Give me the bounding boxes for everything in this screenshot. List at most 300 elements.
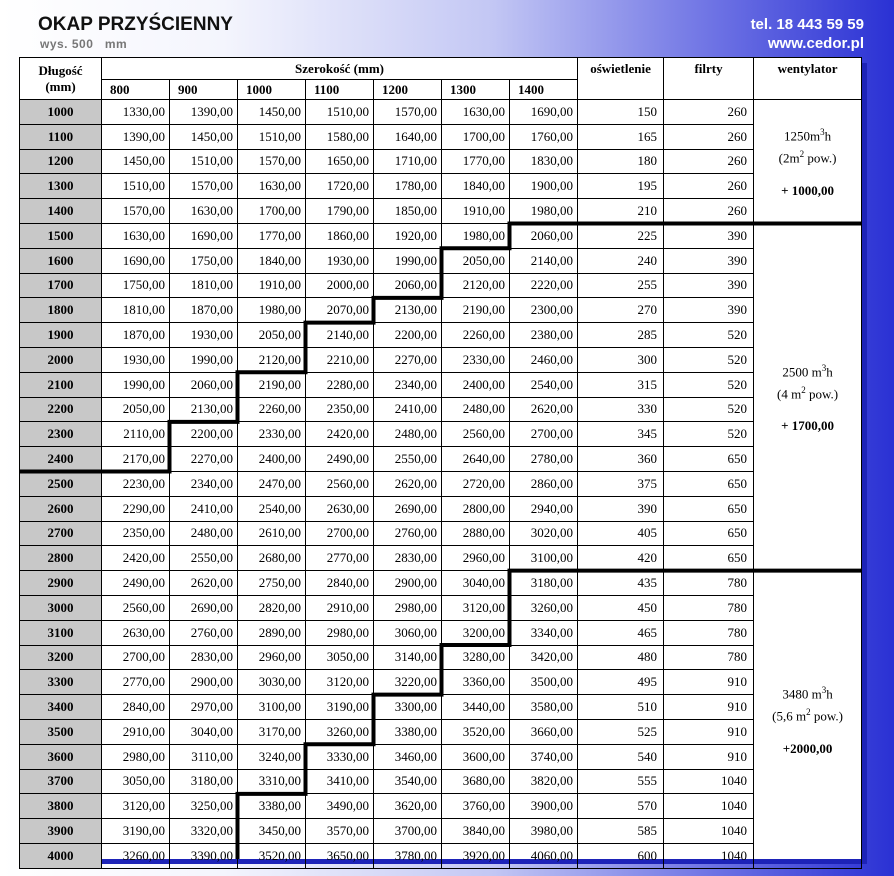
lighting-cell: 525 [578,719,664,744]
length-header [20,58,102,100]
price-cell: 3050,00 [306,645,374,670]
price-cell: 1750,00 [102,273,170,298]
price-cell: 2070,00 [306,298,374,323]
price-cell: 2960,00 [238,645,306,670]
price-cell: 2560,00 [442,422,510,447]
price-cell: 3240,00 [238,744,306,769]
price-cell: 3440,00 [442,695,510,720]
lighting-cell: 360 [578,447,664,472]
table-row [20,149,862,174]
price-cell: 1700,00 [238,199,306,224]
price-cell: 3250,00 [170,794,238,819]
price-cell: 2910,00 [306,595,374,620]
price-cell: 3450,00 [238,819,306,844]
filters-cell: 260 [664,199,754,224]
price-cell: 1910,00 [442,199,510,224]
lighting-cell: 210 [578,199,664,224]
price-cell: 2690,00 [170,595,238,620]
price-cell: 2860,00 [510,471,578,496]
filters-cell: 1040 [664,843,754,868]
length-cell: 3400 [20,695,102,720]
filters-cell: 910 [664,719,754,744]
table-row [20,571,862,596]
table-row [20,199,862,224]
length-cell: 1500 [20,223,102,248]
table-row [20,819,862,844]
price-cell: 3120,00 [102,794,170,819]
lighting-cell: 390 [578,496,664,521]
lighting-cell: 270 [578,298,664,323]
price-cell: 3390,00 [170,843,238,868]
price-cell: 2140,00 [510,248,578,273]
lighting-cell: 300 [578,347,664,372]
price-cell: 2200,00 [170,422,238,447]
width-header-800: 800 [102,80,170,100]
price-cell: 2190,00 [442,298,510,323]
width-header-1100: 1100 [306,80,374,100]
price-cell: 2620,00 [170,571,238,596]
table-row [20,174,862,199]
price-cell: 1980,00 [238,298,306,323]
fan-area: (4 $m^2$ pow.) [776,385,839,402]
price-cell: 1450,00 [238,100,306,125]
price-cell: 1630,00 [102,223,170,248]
length-cell: 2600 [20,496,102,521]
price-cell: 3900,00 [510,794,578,819]
price-cell: 1930,00 [102,347,170,372]
price-cell: 2400,00 [238,447,306,472]
price-cell: 1980,00 [442,223,510,248]
price-cell: 1770,00 [442,149,510,174]
price-cell: 1570,00 [238,149,306,174]
price-cell: 2890,00 [238,620,306,645]
length-cell: 3500 [20,719,102,744]
lighting-cell: 330 [578,397,664,422]
price-cell: 3410,00 [306,769,374,794]
filters-cell: 910 [664,670,754,695]
table-row [20,248,862,273]
price-cell: 2120,00 [238,347,306,372]
length-cell: 1800 [20,298,102,323]
price-cell: 1870,00 [170,298,238,323]
price-cell: 1510,00 [238,124,306,149]
price-cell: 1810,00 [102,298,170,323]
price-cell: 1570,00 [374,100,442,125]
price-cell: 2560,00 [102,595,170,620]
price-cell: 3260,00 [306,719,374,744]
price-cell: 2270,00 [170,447,238,472]
price-cell: 3570,00 [306,819,374,844]
lighting-cell: 510 [578,695,664,720]
price-cell: 2800,00 [442,496,510,521]
length-cell: 2500 [20,471,102,496]
price-cell: 2980,00 [374,595,442,620]
price-cell: 2770,00 [102,670,170,695]
lighting-cell: 315 [578,372,664,397]
price-cell: 3220,00 [374,670,442,695]
fan-surcharge: +2000,00 [782,740,833,756]
price-cell: 2050,00 [102,397,170,422]
length-cell: 3200 [20,645,102,670]
price-cell: 1710,00 [374,149,442,174]
price-cell: 2900,00 [374,571,442,596]
price-cell: 3140,00 [374,645,442,670]
length-cell: 3000 [20,595,102,620]
filters-cell: 650 [664,496,754,521]
price-cell: 2130,00 [170,397,238,422]
table-row [20,223,862,248]
price-cell: 2380,00 [510,323,578,348]
length-cell: 2200 [20,397,102,422]
fan-area: ($2m^2$ pow.) [778,149,837,166]
price-cell: 1850,00 [374,199,442,224]
price-cell: 2050,00 [442,248,510,273]
length-cell: 1100 [20,124,102,149]
price-cell: 3310,00 [238,769,306,794]
lighting-cell: 480 [578,645,664,670]
price-cell: 2980,00 [306,620,374,645]
table-row [20,100,862,125]
filters-cell: 390 [664,248,754,273]
price-cell: 1630,00 [442,100,510,125]
price-cell: 2410,00 [374,397,442,422]
price-cell: 3040,00 [442,571,510,596]
price-cell: 1980,00 [510,199,578,224]
price-cell: 3320,00 [170,819,238,844]
price-cell: 3330,00 [306,744,374,769]
table-row [20,620,862,645]
price-cell: 3050,00 [102,769,170,794]
price-cell: 2700,00 [306,521,374,546]
price-cell: 2560,00 [306,471,374,496]
price-cell: 1630,00 [170,199,238,224]
table-row [20,347,862,372]
price-cell: 3740,00 [510,744,578,769]
width-group-header: Szerokość (mm) [102,58,578,80]
lighting-cell: 165 [578,124,664,149]
price-cell: 2270,00 [374,347,442,372]
price-cell: 3110,00 [170,744,238,769]
price-cell: 3520,00 [442,719,510,744]
price-cell: 3650,00 [306,843,374,868]
height-subtitle: wys. 500 mm [40,37,128,51]
price-cell: 1760,00 [510,124,578,149]
lighting-cell: 555 [578,769,664,794]
price-cell: 3200,00 [442,620,510,645]
price-cell: 1580,00 [306,124,374,149]
length-cell: 2400 [20,447,102,472]
table-row [20,645,862,670]
price-cell: 2460,00 [510,347,578,372]
filters-cell: 520 [664,372,754,397]
price-cell: 2820,00 [238,595,306,620]
length-cell: 2900 [20,571,102,596]
price-cell: 3180,00 [170,769,238,794]
fan-airflow: 3480 $m^3h$ [782,685,833,702]
price-cell: 3620,00 [374,794,442,819]
price-cell: 2340,00 [170,471,238,496]
price-cell: 3660,00 [510,719,578,744]
price-cell: 1990,00 [102,372,170,397]
price-cell: 1930,00 [306,248,374,273]
length-cell: 2000 [20,347,102,372]
lighting-cell: 420 [578,546,664,571]
table-row [20,447,862,472]
price-cell: 2720,00 [442,471,510,496]
width-header-1300: 1300 [442,80,510,100]
price-cell: 1450,00 [170,124,238,149]
price-cell: 2630,00 [102,620,170,645]
price-cell: 2780,00 [510,447,578,472]
price-cell: 2960,00 [442,546,510,571]
price-cell: 1790,00 [306,199,374,224]
filters-cell: 910 [664,695,754,720]
filters-cell: 780 [664,595,754,620]
table-row [20,298,862,323]
price-cell: 3100,00 [238,695,306,720]
price-cell: 1330,00 [102,100,170,125]
fan-airflow: 2500 $m^3h$ [782,362,833,380]
website-link[interactable]: www.cedor.pl [767,35,864,52]
price-cell: 3840,00 [442,819,510,844]
filters-cell: 390 [664,298,754,323]
fan-option-cell [754,223,862,570]
price-cell: 2640,00 [442,447,510,472]
length-cell: 2800 [20,546,102,571]
price-cell: 2620,00 [374,471,442,496]
price-cell: 2770,00 [306,546,374,571]
table-row [20,372,862,397]
lighting-cell: 570 [578,794,664,819]
price-cell: 1920,00 [374,223,442,248]
fan-header: wentylator [754,58,862,100]
price-cell: 2220,00 [510,273,578,298]
price-cell: 3300,00 [374,695,442,720]
price-cell: 2350,00 [306,397,374,422]
lighting-cell: 585 [578,819,664,844]
length-cell: 2100 [20,372,102,397]
price-cell: 3360,00 [442,670,510,695]
price-cell: 2300,00 [510,298,578,323]
lighting-cell: 540 [578,744,664,769]
price-cell: 2170,00 [102,447,170,472]
price-cell: 2690,00 [374,496,442,521]
price-cell: 2060,00 [510,223,578,248]
filters-cell: 520 [664,347,754,372]
length-cell: 3100 [20,620,102,645]
lighting-cell: 195 [578,174,664,199]
length-cell: 1600 [20,248,102,273]
price-cell: 1750,00 [170,248,238,273]
price-cell: 2120,00 [442,273,510,298]
filters-cell: 780 [664,571,754,596]
length-cell: 4000 [20,843,102,868]
lighting-header: oświetlenie [578,58,664,100]
phone-number: tel. 18 443 59 59 [750,16,864,33]
price-cell: 2620,00 [510,397,578,422]
price-cell: 1690,00 [510,100,578,125]
width-header-1200: 1200 [374,80,442,100]
lighting-cell: 465 [578,620,664,645]
price-cell: 3780,00 [374,843,442,868]
price-cell: 2410,00 [170,496,238,521]
filters-cell: 1040 [664,819,754,844]
price-cell: 1690,00 [102,248,170,273]
table-row [20,719,862,744]
length-cell: 3600 [20,744,102,769]
price-cell: 2420,00 [306,422,374,447]
price-cell: 1770,00 [238,223,306,248]
price-cell: 3700,00 [374,819,442,844]
price-cell: 2630,00 [306,496,374,521]
filters-cell: 390 [664,273,754,298]
price-cell: 1840,00 [238,248,306,273]
fan-airflow: $1250m^3h$ [783,127,832,144]
price-cell: 2470,00 [238,471,306,496]
price-cell: 3460,00 [374,744,442,769]
price-cell: 2350,00 [102,521,170,546]
price-cell: 2490,00 [306,447,374,472]
filters-cell: 780 [664,620,754,645]
price-cell: 3190,00 [306,695,374,720]
filters-cell: 260 [664,174,754,199]
price-cell: 2060,00 [170,372,238,397]
filters-cell: 780 [664,645,754,670]
length-cell: 1000 [20,100,102,125]
price-cell: 2480,00 [374,422,442,447]
table-row [20,670,862,695]
table-row [20,546,862,571]
price-cell: 2130,00 [374,298,442,323]
price-cell: 3540,00 [374,769,442,794]
price-cell: 3020,00 [510,521,578,546]
price-cell: 2540,00 [510,372,578,397]
price-cell: 2830,00 [374,546,442,571]
filters-cell: 650 [664,471,754,496]
filters-cell: 650 [664,521,754,546]
price-cell: 2700,00 [102,645,170,670]
table-row [20,769,862,794]
filters-cell: 650 [664,447,754,472]
price-cell: 2680,00 [238,546,306,571]
table-row [20,794,862,819]
price-cell: 2840,00 [102,695,170,720]
length-cell: 3300 [20,670,102,695]
filters-cell: 260 [664,149,754,174]
price-cell: 1990,00 [374,248,442,273]
price-cell: 1870,00 [102,323,170,348]
price-cell: 3520,00 [238,843,306,868]
fan-option-cell [754,571,862,869]
price-cell: 2540,00 [238,496,306,521]
lighting-cell: 150 [578,100,664,125]
price-cell: 2050,00 [238,323,306,348]
price-cell: 1390,00 [102,124,170,149]
price-cell: 2400,00 [442,372,510,397]
price-table-container [19,57,861,863]
filters-cell: 650 [664,546,754,571]
price-cell: 2340,00 [374,372,442,397]
price-cell: 1450,00 [102,149,170,174]
price-cell: 1510,00 [170,149,238,174]
table-row [20,595,862,620]
price-cell: 2210,00 [306,347,374,372]
length-cell: 1300 [20,174,102,199]
price-cell: 1930,00 [170,323,238,348]
price-cell: 2190,00 [238,372,306,397]
price-cell: 2000,00 [306,273,374,298]
fan-area: (5,6 $m^2$ pow.) [772,707,843,724]
filters-cell: 1040 [664,794,754,819]
price-cell: 3030,00 [238,670,306,695]
price-cell: 2230,00 [102,471,170,496]
price-cell: 2760,00 [374,521,442,546]
price-cell: 3920,00 [442,843,510,868]
price-cell: 2200,00 [374,323,442,348]
length-cell: 2700 [20,521,102,546]
price-cell: 1510,00 [102,174,170,199]
lighting-cell: 450 [578,595,664,620]
price-cell: 3120,00 [306,670,374,695]
price-cell: 2060,00 [374,273,442,298]
price-cell: 1910,00 [238,273,306,298]
length-cell: 1700 [20,273,102,298]
fan-option-cell [754,100,862,224]
price-cell: 1630,00 [238,174,306,199]
length-cell: 3700 [20,769,102,794]
price-cell: 3190,00 [102,819,170,844]
filters-cell: 910 [664,744,754,769]
price-cell: 1390,00 [170,100,238,125]
filters-cell: 520 [664,323,754,348]
filters-cell: 260 [664,124,754,149]
price-cell: 3100,00 [510,546,578,571]
width-header-900: 900 [170,80,238,100]
price-cell: 1900,00 [510,174,578,199]
price-cell: 2260,00 [442,323,510,348]
price-cell: 2290,00 [102,496,170,521]
price-cell: 2970,00 [170,695,238,720]
filters-cell: 1040 [664,769,754,794]
price-cell: 2260,00 [238,397,306,422]
price-cell: 3120,00 [442,595,510,620]
length-cell: 1200 [20,149,102,174]
price-cell: 2880,00 [442,521,510,546]
filters-cell: 520 [664,422,754,447]
price-cell: 3380,00 [374,719,442,744]
lighting-cell: 375 [578,471,664,496]
price-cell: 3380,00 [238,794,306,819]
price-cell: 2480,00 [442,397,510,422]
table-row [20,422,862,447]
price-table [19,57,862,869]
page-title: OKAP PRZYŚCIENNY [38,14,233,35]
price-cell: 2330,00 [442,347,510,372]
price-cell: 3280,00 [442,645,510,670]
width-header-1400: 1400 [510,80,578,100]
price-cell: 3680,00 [442,769,510,794]
price-cell: 2830,00 [170,645,238,670]
price-cell: 2750,00 [238,571,306,596]
lighting-cell: 405 [578,521,664,546]
price-cell: 1570,00 [170,174,238,199]
fan-surcharge: + 1000,00 [781,182,834,198]
filters-cell: 390 [664,223,754,248]
table-row [20,124,862,149]
price-cell: 3490,00 [306,794,374,819]
table-row [20,471,862,496]
price-cell: 2910,00 [102,719,170,744]
